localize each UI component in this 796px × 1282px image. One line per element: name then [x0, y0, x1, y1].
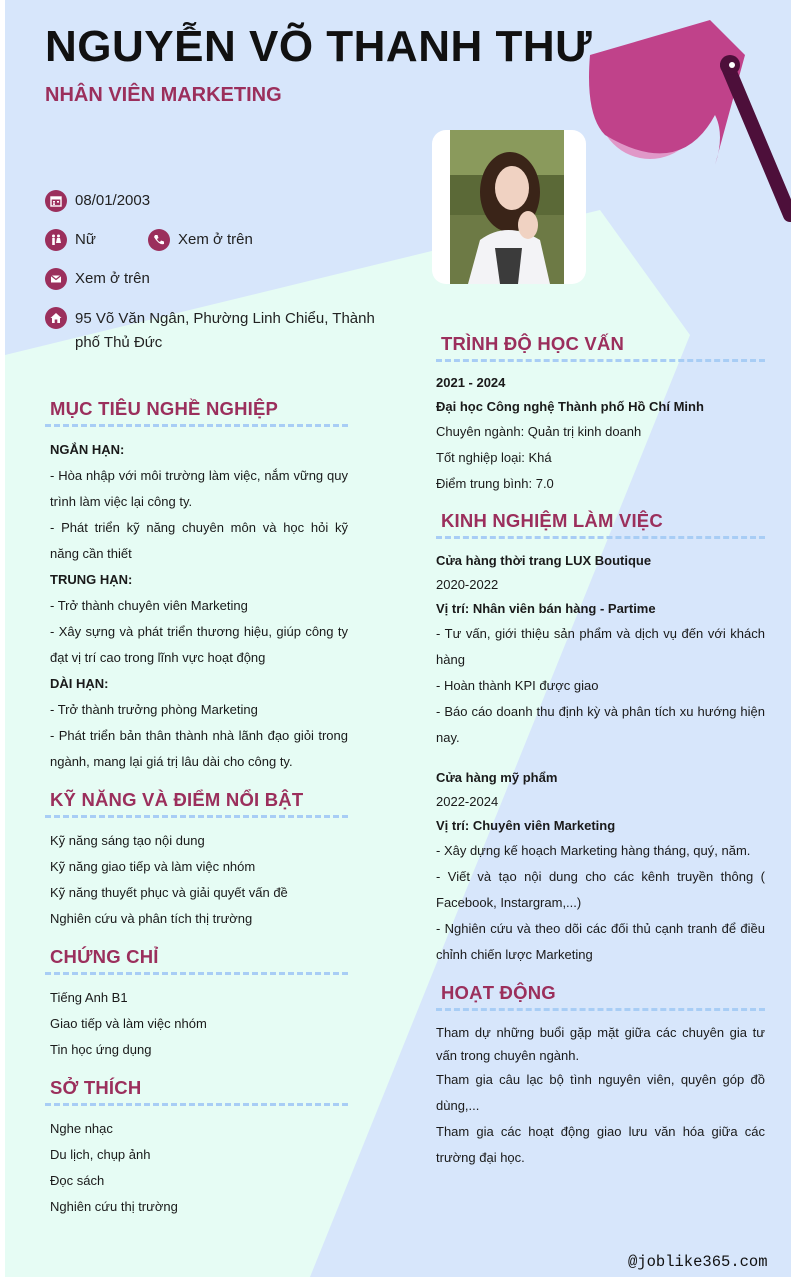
experience-job-1	[436, 549, 765, 751]
phone-row	[148, 229, 253, 251]
job-position: Vị trí: Nhân viên bán hàng - Partime	[436, 601, 656, 616]
job-task: - Hoàn thành KPI được giao	[436, 678, 599, 693]
section-divider	[436, 536, 765, 539]
gender-value: Nữ	[75, 231, 96, 248]
phone-icon	[148, 229, 170, 251]
skill-item: Kỹ năng giao tiếp và làm việc nhóm	[50, 859, 256, 874]
certificates-list	[50, 985, 348, 1063]
career-goals-title: MỤC TIÊU NGHỀ NGHIỆP	[50, 398, 279, 419]
job-title: NHÂN VIÊN MARKETING	[45, 84, 282, 106]
activity-item: Tham dự những buổi gặp mặt giữa các chuyên gia tư vấn trong chuyên ngành.	[436, 1025, 765, 1063]
skills-title: KỸ NĂNG VÀ ĐIỂM NỔI BẬT	[50, 789, 304, 810]
long-term-label: DÀI HẠN:	[50, 676, 109, 691]
hobby-item: Nghe nhạc	[50, 1121, 113, 1136]
section-divider	[45, 1103, 348, 1106]
education-years: 2021 - 2024	[436, 375, 506, 390]
long-term-item: - Trở thành trưởng phòng Marketing	[50, 702, 258, 717]
short-term-label: NGẮN HẠN:	[50, 442, 125, 457]
job-position: Vị trí: Chuyên viên Marketing	[436, 818, 616, 833]
watermark: @joblike365.com	[628, 1253, 768, 1271]
hobby-item: Đọc sách	[50, 1173, 105, 1188]
experience-job-2	[436, 766, 765, 968]
job-company: Cửa hàng mỹ phẩm	[436, 770, 558, 785]
short-term-item: - Phát triển kỹ năng chuyên môn và học hỏi kỹ năng cần thiết	[50, 520, 348, 561]
address-row	[45, 307, 375, 355]
birthday-row	[45, 190, 150, 212]
skill-item: Kỹ năng sáng tạo nội dung	[50, 833, 205, 848]
job-task: - Tư vấn, giới thiệu sản phẩm và dịch vụ đến với khách hàng	[436, 626, 765, 667]
education-body	[436, 371, 765, 497]
candidate-name: NGUYỄN VÕ THANH THƯ	[45, 22, 593, 71]
phone-value: Xem ở trên	[178, 231, 253, 248]
mid-term-item: - Xây sựng và phát triển thương hiệu, giúp công ty đạt vị trí cao trong lĩnh vực hoạt động	[50, 624, 348, 665]
certificate-item: Giao tiếp và làm việc nhóm	[50, 1016, 207, 1031]
section-divider	[45, 972, 348, 975]
mid-term-item: - Trở thành chuyên viên Marketing	[50, 598, 248, 613]
address-value: 95 Võ Văn Ngân, Phường Linh Chiểu, Thành phố Thủ Đức	[75, 310, 375, 351]
hobby-item: Nghiên cứu thị trường	[50, 1199, 178, 1214]
gender-icon	[45, 229, 67, 251]
hobbies-title: SỞ THÍCH	[50, 1077, 142, 1098]
job-task: - Xây dựng kế hoạch Marketing hàng tháng, quý, năm.	[436, 843, 751, 858]
activities-title: HOẠT ĐỘNG	[441, 982, 556, 1003]
hobby-item: Du lịch, chụp ảnh	[50, 1147, 151, 1162]
section-divider	[436, 359, 765, 362]
education-school: Đại học Công nghệ Thành phố Hồ Chí Minh	[436, 399, 704, 414]
calendar-icon	[45, 190, 67, 212]
skills-list	[50, 828, 348, 932]
home-icon	[45, 307, 67, 329]
long-term-item: - Phát triển bản thân thành nhà lãnh đạo giỏi trong ngành, mang lại giá trị lâu dài cho công ty.	[50, 728, 348, 769]
section-divider	[45, 815, 348, 818]
lamp-illustration	[585, 15, 791, 225]
education-rank: Tốt nghiệp loại: Khá	[436, 450, 552, 465]
mid-term-label: TRUNG HẠN:	[50, 572, 133, 587]
skill-item: Kỹ năng thuyết phục và giải quyết vấn đề	[50, 885, 288, 900]
birthday-value: 08/01/2003	[75, 192, 151, 209]
job-task: - Báo cáo doanh thu định kỳ và phân tích xu hướng hiện nay.	[436, 704, 765, 745]
skill-item: Nghiên cứu và phân tích thị trường	[50, 911, 253, 926]
job-period: 2020-2022	[436, 577, 499, 592]
activities-list	[436, 1021, 765, 1171]
gender-row	[45, 229, 96, 251]
profile-photo	[432, 130, 586, 284]
job-company: Cửa hàng thời trang LUX Boutique	[436, 553, 652, 568]
job-task: - Nghiên cứu và theo dõi các đối thủ cạnh tranh để điều chỉnh chiến lược Marketing	[436, 921, 765, 962]
short-term-item: - Hòa nhập với môi trường làm việc, nắm vững quy trình làm việc lại công ty.	[50, 468, 348, 509]
email-value: Xem ở trên	[75, 270, 150, 287]
job-task: - Viết và tạo nội dung cho các kênh truyền thông ( Facebook, Instargram,...)	[436, 869, 765, 910]
section-divider	[45, 424, 348, 427]
job-period: 2022-2024	[436, 794, 499, 809]
education-title: TRÌNH ĐỘ HỌC VẤN	[441, 333, 625, 354]
section-divider	[436, 1008, 765, 1011]
activity-item: Tham gia các hoạt động giao lưu văn hóa giữa các trường đại học.	[436, 1124, 765, 1165]
mail-icon	[45, 268, 67, 290]
education-major: Chuyên ngành: Quản trị kinh doanh	[436, 424, 642, 439]
experience-title: KINH NGHIỆM LÀM VIỆC	[441, 510, 663, 531]
career-goals-body	[50, 437, 348, 775]
certificate-item: Tiếng Anh B1	[50, 990, 128, 1005]
activity-item: Tham gia câu lạc bộ tình nguyên viên, quyên góp đồ dùng,...	[436, 1072, 765, 1113]
certificates-title: CHỨNG CHỈ	[50, 946, 159, 967]
email-row	[45, 268, 150, 290]
education-gpa: Điểm trung bình: 7.0	[436, 476, 554, 491]
certificate-item: Tin học ứng dụng	[50, 1042, 152, 1057]
cv-page	[5, 0, 791, 1277]
hobbies-list	[50, 1116, 348, 1220]
